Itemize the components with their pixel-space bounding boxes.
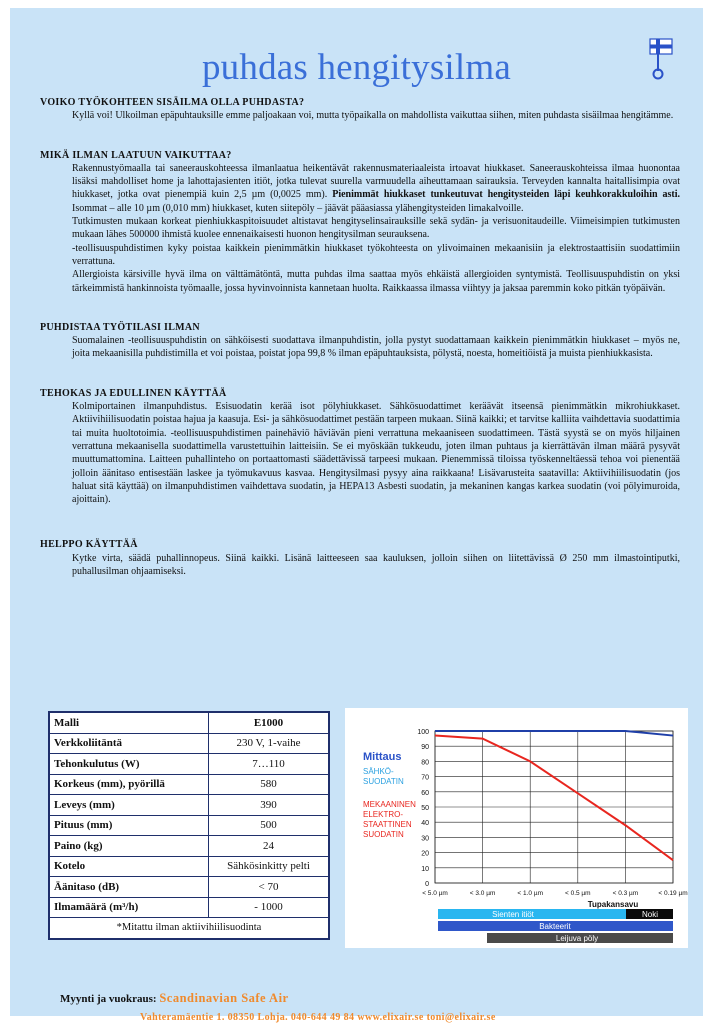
spec-value: 580 <box>209 774 330 795</box>
x-tick-label: < 5.0 µm <box>422 890 448 897</box>
spec-value: 390 <box>209 795 330 816</box>
y-tick-label: 40 <box>421 820 429 828</box>
sales-label: Myynti ja vuokraus: <box>60 993 157 1005</box>
section-easy-to-use <box>40 538 680 578</box>
section-heading: HELPPO KÄYTTÄÄ <box>40 539 138 551</box>
spec-row <box>49 754 329 775</box>
spec-key: Korkeus (mm), pyörillä <box>49 774 209 795</box>
spec-key: Verkkoliitäntä <box>49 733 209 754</box>
spec-key: Pituus (mm) <box>49 815 209 836</box>
filtration-chart <box>345 708 688 948</box>
legend-label-mechanical: MEKAANINEN <box>363 800 416 809</box>
spec-row <box>49 795 329 816</box>
y-tick-label: 0 <box>425 881 429 888</box>
spec-key: Paino (kg) <box>49 836 209 857</box>
spec-key: Ilmamäärä (m³/h) <box>49 897 209 918</box>
spec-row <box>49 856 329 877</box>
section-heading: TEHOKAS JA EDULLINEN KÄYTTÄÄ <box>40 387 227 399</box>
range-bar-label: Noki <box>641 910 659 919</box>
x-axis-label: Tupakansavu <box>587 900 639 909</box>
spec-key: Tehonkulutus (W) <box>49 754 209 775</box>
range-bar-label: Leijuva pöly <box>555 934 599 943</box>
y-tick-label: 80 <box>421 759 429 767</box>
spec-table <box>48 711 330 940</box>
spec-key: Äänitaso (dB) <box>49 877 209 898</box>
legend-label-mechanical: STAATTINEN <box>363 820 412 829</box>
series-line-1 <box>435 736 673 861</box>
chart-svg <box>345 708 688 948</box>
spec-value: 500 <box>209 815 330 836</box>
spec-row <box>49 815 329 836</box>
range-bar-label: Bakteerit <box>539 922 571 931</box>
legend-title: Mittaus <box>363 751 402 763</box>
brand-name: Scandinavian Safe Air <box>159 991 289 1005</box>
spec-footnote-row <box>49 918 329 939</box>
finland-flag-key-icon <box>648 38 674 80</box>
paragraph: Suomalainen -teollisuuspuhdistin on sähköisesti suodattava ilmanpuhdistin, jolla pystyt suodattamaan kaikkein pienimmätkin hiukkaset – myös ne, joita mekaanisilla puhdistimilla et voi poistaa, poistat jopa 99,8 % ilman epäpuhtauksista, pölystä, noesta, homeitiöistä ja muista pienhiukkasista. <box>72 335 680 360</box>
paragraph: Kyllä voi! Ulkoilman epäpuhtauksille emme paljoakaan voi, mutta työpaikalla on mahdollista vaikuttaa siihen, miten puhdasta sisäilmaa hengitämme. <box>72 110 674 122</box>
section-cleans-workspace <box>40 321 680 361</box>
spec-value: E1000 <box>209 712 330 733</box>
spec-row <box>49 877 329 898</box>
spec-row <box>49 733 329 754</box>
spec-row <box>49 774 329 795</box>
x-tick-label: < 0.3 µm <box>612 890 639 897</box>
section-heading: VOIKO TYÖKOHTEEN SISÄILMA OLLA PUHDASTA? <box>40 97 305 108</box>
range-bar-label: Sienten itiöt <box>492 910 534 919</box>
x-tick-label: < 0.19 µm <box>658 890 688 897</box>
contact-address: Vahteramäentie 1. 08350 Lohja. 040-644 49 84 www.elixair.se toni@elixair.se <box>140 1012 496 1023</box>
paragraph: Rakennustyömaalla tai saneerauskohteessa ilmanlaatua heikentävät rakennusmateriaaleista irtoavat hiukkaset. Saneerauskohteissa ilmaa huonontaa lisäksi mahdolliset home ja lahottajasienten itiöt, jotka tulevat suurella varmuudella aiheuttamaan sairauksia. Terveyden kannalta haitallisimpia ovat hiukkaset, jotka ovat pienempiä kuin 2,5 µm (0,0025 mm). Pienimmät hiukkaset tunkeutuvat hengitysteiden läpi keuhkorakkuloihin asti. Isommat – alle 10 µm (0,010 mm) hiukkaset, kuten siitepöly – jäävät pääasiassa ylähengitysteiden limakalvoille. <box>72 162 680 214</box>
y-tick-label: 60 <box>421 789 429 797</box>
spec-key: Leveys (mm) <box>49 795 209 816</box>
x-tick-label: < 3.0 µm <box>469 890 496 897</box>
spec-row <box>49 897 329 918</box>
section-heading: PUHDISTAA TYÖTILASI ILMAN <box>40 321 200 333</box>
y-tick-label: 50 <box>421 805 429 812</box>
article-body <box>40 96 680 578</box>
spec-value: < 70 <box>209 877 330 898</box>
spec-value: Sähkösinkitty pelti <box>209 856 330 877</box>
section-clean-air <box>40 96 680 123</box>
paragraph: Kolmiportainen ilmanpuhdistus. Esisuodatin kerää isot pölyhiukkaset. Sähkösuodattimet keräävät itseensä pienimmätkin mikrohiukkaset. Aktiivihiilisuodatin poistaa hajua ja kaasuja. Esi- ja sähkösuodattimet pestään tarpeen mukaan. Siinä kaikki; et tarvitse kalliita vaihdettavia suodattimia tai muita huoltotoimia. -teollisuuspuhdistimen painehäviö häviävän pieni verrattuna mekaaniseen suodattimeen. Tästä syystä se on myös hiljainen verrattuna mekaanisella suodattimella varustettuihin laitteisiin. Se ei myöskään tukkeudu, joten ilman puhtaus ja kierrättävän ilman määrä pysyvät muuttumattomina. Laitteen puhallinteho on portaattomasti säädettävissä tarpeesi mukaan. Pienemmissä tiloissa työskenneltäessä tehoa voi pienentää jolloin äänitaso entisestään laskee ja työmukavuus kasvaa. Hengitysilmasi pysyy aina raikkaana! Lisävarusteita saatavilla: Aktiivihiilisuodatin (jos haluat sitä käyttää) on ilmanpuhdistimen vaihdettava suodatin, ja HEPA13 Asbesti suodatin, ja mekaninen kangas karkea suodatin (voi pölyimuroida, ajoittain). <box>72 401 680 506</box>
spec-footnote: *Mitattu ilman aktiivihiilisuodinta <box>49 918 329 939</box>
spec-row <box>49 836 329 857</box>
brochure-page <box>10 8 703 1023</box>
spec-value: - 1000 <box>209 897 330 918</box>
y-tick-label: 100 <box>417 729 429 736</box>
y-tick-label: 30 <box>421 835 429 843</box>
x-tick-label: < 1.0 µm <box>517 890 544 897</box>
paragraph: -teollisuuspuhdistimen kyky poistaa kaikkein pienimmätkin hiukkaset työkohteesta on ylivoimainen mekaanisiin ja elektrostaattisiin suodattimiin verrattuna. <box>72 242 680 267</box>
section-heading: MIKÄ ILMAN LAATUUN VAIKUTTAA? <box>40 149 232 161</box>
spec-value: 7…110 <box>209 754 330 775</box>
legend-label-mechanical: SUODATIN <box>363 830 404 839</box>
paragraph: Allergioista kärsiville hyvä ilma on välttämätöntä, mutta puhdas ilma saattaa myös ehkäistä allergioiden syntymistä. Teollisuuspuhdistin on yksi tärkeimmistä hankinnoista työmaalle, jossa hyvinvoinnista kannetaan huolta. Raikkaassa ilmassa viihtyy ja jaksaa paremmin koko pitkän työpäivän. <box>72 269 680 294</box>
y-tick-label: 70 <box>421 774 429 782</box>
sales-line <box>60 991 289 1006</box>
spec-row <box>49 712 329 733</box>
paragraph: Tutkimusten mukaan korkeat pienhiukkaspitoisuudet altistavat hengityselinsairauksille sekä sydän- ja verisuonitaudeille. Viimeisimpien tutkimusten mukaan lähes 500000 ihmistä kuolee ennenaikaisesti huonon hengitysilman seurauksena. <box>72 216 680 241</box>
y-tick-label: 10 <box>421 865 429 873</box>
section-efficient <box>40 387 680 507</box>
spec-key: Kotelo <box>49 856 209 877</box>
page-title: puhdas hengitysilma <box>201 47 511 88</box>
legend-label-mechanical: ELEKTRO- <box>363 810 404 819</box>
paragraph: Kytke virta, säädä puhallinnopeus. Siinä kaikki. Lisänä laitteeseen saa kauluksen, jolloin siihen on liitettävissä Ø 250 mm ilmastointiputki, puhallusilman ohjaamiseksi. <box>72 552 680 578</box>
section-air-quality <box>40 149 680 295</box>
spec-value: 230 V, 1-vaihe <box>209 733 330 754</box>
y-tick-label: 20 <box>421 850 429 858</box>
legend-label-electric: SÄHKÖ- <box>363 767 394 776</box>
spec-value: 24 <box>209 836 330 857</box>
y-tick-label: 90 <box>421 744 429 752</box>
legend-label-electric: SUODATIN <box>363 777 404 786</box>
spec-key: Malli <box>49 712 209 733</box>
x-tick-label: < 0.5 µm <box>564 890 591 897</box>
series-line-0 <box>435 731 673 736</box>
